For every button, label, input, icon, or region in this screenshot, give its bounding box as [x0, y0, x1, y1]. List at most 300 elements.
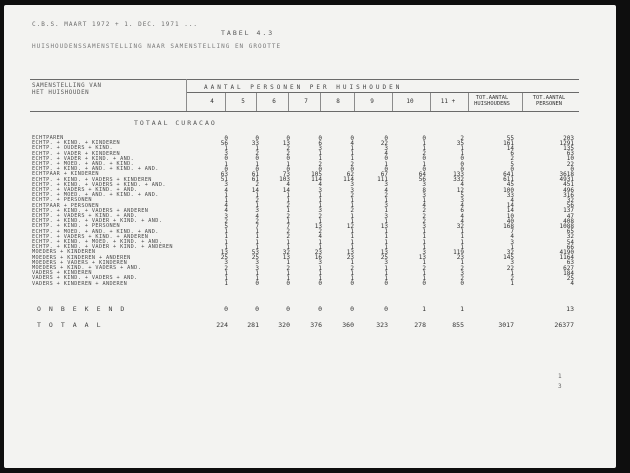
- row-header-line-2: HET HUISHOUDEN: [32, 90, 90, 96]
- table-cell: 4: [570, 280, 574, 288]
- table-cell: 2: [255, 181, 259, 189]
- table-cell: 4: [318, 233, 322, 241]
- table-cell: 1: [224, 233, 228, 241]
- row-label: ECHTP. + KIND. + VADERS + ANDEREN: [32, 207, 149, 214]
- table-cell: 1: [318, 202, 322, 210]
- onbekend-cell: 13: [566, 305, 574, 313]
- table-number: TABEL 4.3: [221, 29, 275, 37]
- row-header-line-1: SAMENSTELLING VAN: [32, 83, 102, 89]
- table-cell: 135: [563, 144, 574, 152]
- table-cell: 3: [350, 181, 354, 189]
- table-cell: 3: [224, 259, 228, 267]
- table-cell: 1: [422, 196, 426, 204]
- table-cell: 1: [318, 155, 322, 163]
- table-cell: 1: [384, 269, 388, 277]
- table-cell: 23: [456, 254, 464, 262]
- table-cell: 22: [380, 139, 388, 147]
- row-label: ECHTP. + KIND. + KINDEREN: [32, 140, 121, 147]
- column-header: 4: [210, 98, 214, 105]
- table-cell: 3: [384, 212, 388, 220]
- column-divider: [320, 93, 321, 111]
- table-cell: 1: [224, 228, 228, 236]
- table-cell: 1: [224, 274, 228, 282]
- table-cell: 1: [350, 155, 354, 163]
- table-cell: 2: [286, 202, 290, 210]
- table-cell: 63: [220, 170, 228, 178]
- table-cell: 1: [422, 274, 426, 282]
- table-cell: 3: [318, 186, 322, 194]
- table-cell: 1: [384, 160, 388, 168]
- table-cell: 3: [510, 259, 514, 267]
- table-cell: 13: [282, 139, 290, 147]
- table-cell: 4931: [559, 176, 574, 184]
- table-cell: 2: [422, 207, 426, 215]
- table-cell: 3: [422, 222, 426, 230]
- table-cell: 184: [563, 269, 574, 277]
- table-cell: 1: [350, 228, 354, 236]
- table-cell: 4: [422, 202, 426, 210]
- table-cell: 16: [314, 254, 322, 262]
- table-cell: 3: [510, 238, 514, 246]
- table-cell: 4: [255, 212, 259, 220]
- row-label: ECHTP. + VADER + KINDEREN: [32, 150, 121, 157]
- table-cell: 56: [566, 202, 574, 210]
- table-cell: 133: [453, 170, 464, 178]
- table-cell: 3: [422, 248, 426, 256]
- table-cell: 161: [503, 139, 514, 147]
- table-cell: 4: [350, 139, 354, 147]
- column-header: 8: [336, 98, 340, 105]
- table-cell: 1: [384, 207, 388, 215]
- table-cell: 105: [311, 170, 322, 178]
- table-cell: 1: [255, 233, 259, 241]
- row-label: ECHTP. + VADERS + KIND. + ANDEREN: [32, 233, 149, 240]
- table-cell: 0: [318, 280, 322, 288]
- table-cell: 13: [346, 248, 354, 256]
- table-cell: 1: [460, 144, 464, 152]
- row-label: ECHTP. + KIND. + VADER + KIND. + ANDEREN: [32, 244, 173, 251]
- table-cell: 3: [384, 202, 388, 210]
- table-cell: 32: [506, 248, 514, 256]
- table-cell: 316: [563, 191, 574, 199]
- table-cell: 5: [510, 160, 514, 168]
- table-cell: 4: [460, 202, 464, 210]
- table-cell: 1: [255, 274, 259, 282]
- onbekend-cell: 1: [460, 305, 464, 313]
- table-cell: 0: [255, 134, 259, 142]
- table-cell: 1: [318, 196, 322, 204]
- totaal-cell: 3017: [498, 321, 514, 329]
- table-cell: 67: [380, 170, 388, 178]
- table-cell: 22: [566, 160, 574, 168]
- table-cell: 14: [251, 186, 259, 194]
- table-cell: 1: [422, 238, 426, 246]
- table-cell: 2: [224, 264, 228, 272]
- table-cell: 137: [563, 207, 574, 215]
- table-cell: 114: [343, 176, 354, 184]
- table-cell: 1: [350, 233, 354, 241]
- totaal-cell: 323: [376, 321, 388, 329]
- table-cell: 4: [510, 233, 514, 241]
- table-cell: 5: [224, 222, 228, 230]
- margin-mark-2: 3: [558, 383, 562, 390]
- table-cell: 25: [220, 254, 228, 262]
- table-cell: 3: [255, 207, 259, 215]
- table-cell: 1: [460, 233, 464, 241]
- row-label: ECHTP. + KIND. + VADERS + KINDEREN: [32, 176, 152, 183]
- table-cell: 0: [350, 134, 354, 142]
- column-divider: [392, 93, 393, 111]
- table-cell: 55: [506, 134, 514, 142]
- table-cell: 1: [350, 243, 354, 251]
- table-cell: 3: [350, 186, 354, 194]
- table-cell: 1: [255, 243, 259, 251]
- table-cell: 1: [255, 269, 259, 277]
- table-cell: 2: [286, 228, 290, 236]
- table-cell: 2: [286, 150, 290, 158]
- table-cell: 1: [286, 238, 290, 246]
- table-cell: 3: [384, 144, 388, 152]
- row-label: ECHTP. + OUDERS + KIND.: [32, 145, 114, 152]
- table-cell: 1: [286, 196, 290, 204]
- table-cell: 1: [422, 228, 426, 236]
- table-cell: 63: [566, 150, 574, 158]
- table-cell: 61: [251, 176, 259, 184]
- table-cell: 1: [318, 274, 322, 282]
- table-cell: 1: [255, 160, 259, 168]
- table-cell: 23: [314, 248, 322, 256]
- table-cell: 3: [224, 150, 228, 158]
- table-cell: 1: [422, 259, 426, 267]
- span-header-rule: [186, 92, 579, 93]
- table-cell: 0: [350, 165, 354, 173]
- table-cell: 1: [255, 228, 259, 236]
- table-cell: 4: [318, 181, 322, 189]
- table-cell: 13: [380, 248, 388, 256]
- table-cell: 2: [422, 264, 426, 272]
- table-cell: 2: [384, 191, 388, 199]
- table-cell: 61: [251, 170, 259, 178]
- section-title: TOTAAL CURACAO: [134, 119, 217, 127]
- table-cell: 4: [224, 186, 228, 194]
- table-cell: 2: [350, 191, 354, 199]
- table-cell: 32: [566, 196, 574, 204]
- table-cell: 3: [318, 144, 322, 152]
- table-cell: 4: [224, 207, 228, 215]
- table-cell: 1: [460, 150, 464, 158]
- table-cell: 1: [318, 238, 322, 246]
- table-cell: 0: [286, 280, 290, 288]
- table-cell: 0: [422, 165, 426, 173]
- table-cell: 1: [286, 259, 290, 267]
- row-label: ECHTP. + VADERS + KIND. + AND.: [32, 213, 138, 219]
- table-cell: 1: [384, 233, 388, 241]
- table-cell: 4: [384, 186, 388, 194]
- table-cell: 4: [510, 196, 514, 204]
- table-cell: 1: [510, 280, 514, 288]
- table-cell: 1: [510, 243, 514, 251]
- table-cell: 1: [255, 144, 259, 152]
- row-label: ECHTP. + PERSONEN: [32, 197, 92, 204]
- margin-mark-1: 1: [558, 373, 562, 380]
- table-cell: 13: [282, 254, 290, 262]
- table-cell: 0: [286, 134, 290, 142]
- row-label: ECHTP. + KIND. + MOED. + KIND. + AND.: [32, 239, 163, 245]
- table-cell: 56: [220, 139, 228, 147]
- row-label: ECHTP. + VADERS + KIND. + AND.: [32, 187, 138, 193]
- table-cell: 13: [314, 222, 322, 230]
- table-cell: 1: [318, 264, 322, 272]
- onbekend-cell: 0: [350, 305, 354, 313]
- onbekend-cell: 0: [255, 305, 259, 313]
- totaal-cell: 224: [216, 321, 228, 329]
- table-cell: 1164: [559, 254, 574, 262]
- row-label: ECHTPAREN: [32, 135, 64, 141]
- table-cell: 1: [350, 269, 354, 277]
- column-header: 7: [304, 98, 308, 105]
- table-cell: 1: [460, 243, 464, 251]
- table-cell: 7: [255, 222, 259, 230]
- table-cell: 25: [251, 254, 259, 262]
- table-cell: 3: [384, 259, 388, 267]
- table-cell: 451: [563, 181, 574, 189]
- table-cell: 1: [286, 160, 290, 168]
- table-cell: 66: [566, 243, 574, 251]
- row-label: ECHTP. + MOED. + AND. + KIND. + AND.: [32, 192, 159, 199]
- row-label: ECHTP. + KIND. + VADER + KIND. + AND.: [32, 218, 163, 225]
- totaal-cell: 376: [310, 321, 322, 329]
- onbekend-cell: 0: [286, 305, 290, 313]
- table-cell: 1088: [559, 222, 574, 230]
- table-cell: 3: [460, 196, 464, 204]
- row-label: ECHTP. + MOED. + AND. + KIND.: [32, 161, 135, 167]
- totaal-cell: 26377: [554, 321, 574, 329]
- table-cell: 1: [422, 144, 426, 152]
- row-header: [32, 83, 102, 97]
- table-cell: 2: [422, 217, 426, 225]
- totaal-cell: 320: [278, 321, 290, 329]
- table-cell: 7: [510, 228, 514, 236]
- totaal-label: TOTAAL: [37, 321, 109, 329]
- table-cell: 1: [350, 217, 354, 225]
- table-cell: 2: [350, 264, 354, 272]
- table-cell: 1: [318, 243, 322, 251]
- table-cell: 7: [286, 222, 290, 230]
- table-cell: 12: [346, 222, 354, 230]
- table-cell: 0: [255, 165, 259, 173]
- table-cell: 3: [318, 207, 322, 215]
- table-cell: 0: [570, 165, 574, 173]
- table-cell: 1: [460, 238, 464, 246]
- span-header: AANTAL PERSONEN PER HUISHOUDEN: [204, 84, 403, 91]
- table-cell: 1: [384, 217, 388, 225]
- row-label: ECHTPAAR + KINDEREN: [32, 171, 99, 178]
- table-cell: 0: [460, 165, 464, 173]
- row-label: VADERS + KINDEREN: [32, 270, 92, 277]
- onbekend-cell: 0: [384, 305, 388, 313]
- table-cell: 14: [506, 207, 514, 215]
- table-cell: 0: [318, 165, 322, 173]
- table-cell: 12: [456, 186, 464, 194]
- table-cell: 23: [346, 254, 354, 262]
- table-cell: 1: [510, 269, 514, 277]
- table-cell: 0: [422, 155, 426, 163]
- column-divider: [468, 93, 469, 111]
- table-cell: 496: [563, 186, 574, 194]
- table-cell: 1: [384, 238, 388, 246]
- column-header: TOT.AANTAL HUISHOUDENS: [474, 95, 510, 107]
- table-cell: 2: [255, 150, 259, 158]
- totaal-cell: 855: [452, 321, 464, 329]
- table-cell: 2: [422, 150, 426, 158]
- table-cell: 1: [318, 150, 322, 158]
- table-cell: 203: [563, 134, 574, 142]
- table-cell: 6: [318, 139, 322, 147]
- table-cell: 1: [350, 274, 354, 282]
- header-bottom-rule: [30, 111, 579, 112]
- column-divider: [430, 93, 431, 111]
- table-cell: 0: [422, 280, 426, 288]
- row-label: ECHTP. + KIND. + PERSONEN: [32, 223, 121, 230]
- table-cell: 3: [224, 212, 228, 220]
- table-cell: 2: [318, 228, 322, 236]
- table-cell: 0: [510, 165, 514, 173]
- document-page: [4, 5, 616, 468]
- table-cell: 2: [422, 212, 426, 220]
- table-cell: 3: [255, 259, 259, 267]
- table-cell: 2: [224, 217, 228, 225]
- table-cell: 1: [384, 274, 388, 282]
- table-cell: 1: [224, 144, 228, 152]
- table-cell: 145: [503, 254, 514, 262]
- table-cell: 4: [224, 202, 228, 210]
- table-cell: 1: [350, 238, 354, 246]
- table-cell: 13: [418, 254, 426, 262]
- row-label: ECHTPAAR + PERSONEN: [32, 202, 99, 209]
- table-cell: 1: [422, 243, 426, 251]
- table-cell: 10: [506, 212, 514, 220]
- table-cell: 0: [384, 280, 388, 288]
- table-cell: 0: [384, 134, 388, 142]
- table-cell: 3: [422, 181, 426, 189]
- table-cell: 1: [384, 196, 388, 204]
- table-cell: 111: [377, 176, 388, 184]
- onbekend-cell: 0: [318, 305, 322, 313]
- table-cell: 641: [503, 170, 514, 178]
- table-cell: 100: [503, 186, 514, 194]
- table-cell: 3: [460, 269, 464, 277]
- table-cell: 5: [460, 191, 464, 199]
- table-cell: 1: [318, 217, 322, 225]
- table-cell: 63: [566, 259, 574, 267]
- table-cell: 114: [311, 176, 322, 184]
- header-divider: [186, 79, 187, 111]
- table-cell: 13: [220, 248, 228, 256]
- row-label: MOEDERS + KIND. + VADERS + AND.: [32, 265, 142, 271]
- onbekend-label: ONBEKEND: [37, 305, 133, 313]
- table-cell: 3: [422, 191, 426, 199]
- document-subtitle: HUISHOUDENSSAMENSTELLING NAAR SAMENSTELLING EN GROOTTE: [32, 43, 282, 50]
- table-cell: 3618: [559, 170, 574, 178]
- table-cell: 103: [279, 176, 290, 184]
- table-cell: 2: [286, 264, 290, 272]
- table-cell: 4: [460, 217, 464, 225]
- table-cell: 8: [422, 186, 426, 194]
- column-header: 5: [241, 98, 245, 105]
- table-cell: 3: [318, 259, 322, 267]
- table-cell: 1: [255, 202, 259, 210]
- table-cell: 1291: [559, 139, 574, 147]
- table-cell: 2: [255, 217, 259, 225]
- table-cell: 627: [563, 264, 574, 272]
- table-cell: 33: [506, 191, 514, 199]
- table-cell: 1: [224, 160, 228, 168]
- table-cell: 56: [418, 176, 426, 184]
- table-cell: 1: [224, 269, 228, 277]
- table-cell: 0: [224, 165, 228, 173]
- table-cell: 32: [456, 222, 464, 230]
- table-cell: 1: [318, 269, 322, 277]
- table-cell: 0: [460, 160, 464, 168]
- column-divider: [256, 93, 257, 111]
- table-cell: 1: [350, 144, 354, 152]
- table-cell: 0: [286, 165, 290, 173]
- table-cell: 2: [286, 144, 290, 152]
- table-cell: 2: [510, 274, 514, 282]
- row-label: MOEDERS + KINDEREN + ANDEREN: [32, 254, 131, 261]
- table-cell: 35: [456, 139, 464, 147]
- table-cell: 1: [286, 274, 290, 282]
- table-cell: 1: [255, 238, 259, 246]
- table-cell: 2: [460, 274, 464, 282]
- row-label: MOEDERS + KINDEREN: [32, 249, 96, 256]
- table-cell: 1: [286, 243, 290, 251]
- table-cell: 1: [224, 243, 228, 251]
- row-label: VADERS + KIND. + VADERS + AND.: [32, 275, 138, 282]
- table-cell: 2: [286, 212, 290, 220]
- table-cell: 0: [286, 155, 290, 163]
- table-cell: 408: [563, 217, 574, 225]
- table-cell: 168: [503, 222, 514, 230]
- table-cell: 1: [286, 207, 290, 215]
- table-cell: 32: [282, 248, 290, 256]
- table-cell: 2: [460, 134, 464, 142]
- table-cell: 2: [460, 264, 464, 272]
- column-divider: [354, 93, 355, 111]
- table-cell: 1: [422, 233, 426, 241]
- table-cell: 3: [255, 264, 259, 272]
- table-cell: 1: [286, 217, 290, 225]
- table-cell: 2: [350, 160, 354, 168]
- table-cell: 1: [384, 228, 388, 236]
- table-cell: 0: [224, 134, 228, 142]
- document-stamp: C.B.S. MAART 1972 + 1. DEC. 1971 ...: [32, 21, 199, 28]
- table-cell: 0: [460, 155, 464, 163]
- table-cell: 119: [453, 248, 464, 256]
- onbekend-cell: 1: [422, 305, 426, 313]
- table-cell: 1: [460, 228, 464, 236]
- table-cell: 25: [566, 274, 574, 282]
- table-cell: 53: [251, 248, 259, 256]
- row-label: VADERS + KINDEREN + ANDEREN: [32, 280, 128, 287]
- table-cell: 0: [255, 155, 259, 163]
- table-cell: 1: [350, 212, 354, 220]
- table-cell: 4: [384, 150, 388, 158]
- table-cell: 14: [506, 144, 514, 152]
- table-cell: 1: [350, 196, 354, 204]
- table-cell: 14: [506, 202, 514, 210]
- table-cell: 51: [220, 176, 228, 184]
